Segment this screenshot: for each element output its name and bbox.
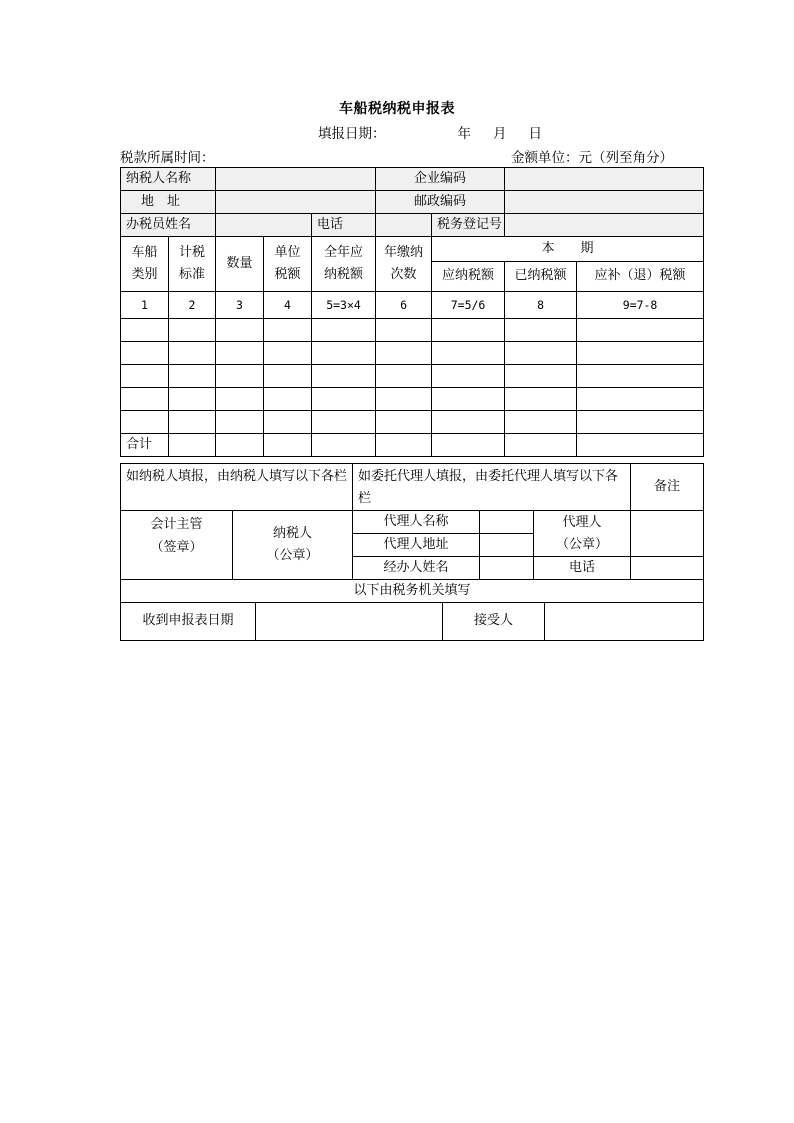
agent-phone-field[interactable] <box>631 557 704 580</box>
handler-name-field[interactable] <box>216 214 312 237</box>
header-quantity: 数量 <box>216 237 264 292</box>
table-row <box>121 365 704 388</box>
received-date-label: 收到申报表日期 <box>121 603 256 641</box>
postal-code-label: 邮政编码 <box>376 191 505 214</box>
amount-unit: 金额单位：元（列至角分） <box>511 150 673 166</box>
table-row <box>121 388 704 411</box>
col-num-7: 7=5/6 <box>432 292 505 319</box>
remarks-label: 备注 <box>631 464 704 511</box>
tax-reg-no-label: 税务登记号 <box>432 214 505 237</box>
header-payable: 应纳税额 <box>432 262 505 292</box>
enterprise-code-label: 企业编码 <box>376 168 505 191</box>
header-current-period: 本 期 <box>432 237 704 262</box>
column-number-row <box>121 292 704 319</box>
fill-date-year: 年 <box>457 126 471 142</box>
header-paid: 已纳税额 <box>505 262 577 292</box>
received-date-field[interactable] <box>256 603 443 641</box>
handler-field[interactable] <box>480 557 534 580</box>
col-num-8: 8 <box>505 292 577 319</box>
phone-field[interactable] <box>376 214 432 237</box>
declaration-section <box>120 463 704 580</box>
agent-phone-label: 电话 <box>534 557 631 580</box>
col-num-6: 6 <box>376 292 432 319</box>
tax-reg-no-field[interactable] <box>505 214 704 237</box>
receiver-field[interactable] <box>545 603 704 641</box>
agent-address-field[interactable] <box>480 534 534 557</box>
tax-office-section-label: 以下由税务机关填写 <box>121 580 704 603</box>
col-num-9: 9=7-8 <box>577 292 704 319</box>
fill-date-month: 月 <box>493 126 507 142</box>
header-vehicle-type: 车船 类别 <box>121 237 169 292</box>
receiver-label: 接受人 <box>443 603 545 641</box>
header-tax-basis: 计税 标准 <box>169 237 216 292</box>
fill-date-day: 日 <box>528 126 542 142</box>
agent-name-field[interactable] <box>480 511 534 534</box>
header-unit-tax: 单位 税额 <box>264 237 312 292</box>
table-row <box>121 319 704 342</box>
remarks-field[interactable] <box>631 511 704 557</box>
agent-address-label: 代理人地址 <box>353 534 480 557</box>
header-annual-tax: 全年应 纳税额 <box>312 237 376 292</box>
taxpayer-name-label: 纳税人名称 <box>121 168 216 191</box>
page-title: 车船税纳税申报表 <box>339 101 455 117</box>
fill-date-label: 填报日期： <box>318 126 386 142</box>
agent-name-label: 代理人名称 <box>353 511 480 534</box>
header-payments: 年缴纳 次数 <box>376 237 432 292</box>
total-label: 合计 <box>121 434 169 457</box>
taxpayer-seal: 纳税人 （公章） <box>233 511 353 580</box>
handler-label: 经办人姓名 <box>353 557 480 580</box>
address-field[interactable] <box>216 191 376 214</box>
enterprise-code-field[interactable] <box>505 168 704 191</box>
accounting-head-seal: 会计主管 （签章） <box>121 511 233 580</box>
taxpayer-fill-note: 如纳税人填报，由纳税人填写以下各栏 <box>121 464 353 511</box>
postal-code-field[interactable] <box>505 191 704 214</box>
table-row <box>121 342 704 365</box>
fill-date-line <box>318 122 542 142</box>
table-row <box>121 411 704 434</box>
agent-fill-note: 如委托代理人填报，由委托代理人填写以下各栏 <box>353 464 631 511</box>
tax-office-section <box>120 579 704 641</box>
col-num-3: 3 <box>216 292 264 319</box>
col-num-2: 2 <box>169 292 216 319</box>
declaration-table <box>120 167 704 457</box>
tax-period-label: 税款所属时间： <box>120 150 215 166</box>
taxpayer-name-field[interactable] <box>216 168 376 191</box>
handler-name-label: 办税员姓名 <box>121 214 216 237</box>
col-num-5: 5=3×4 <box>312 292 376 319</box>
col-num-4: 4 <box>264 292 312 319</box>
total-row <box>121 434 704 457</box>
col-num-1: 1 <box>121 292 169 319</box>
header-refund: 应补（退）税额 <box>577 262 704 292</box>
address-label: 地 址 <box>121 191 216 214</box>
agent-seal: 代理人 （公章） <box>534 511 631 557</box>
phone-label: 电话 <box>312 214 376 237</box>
